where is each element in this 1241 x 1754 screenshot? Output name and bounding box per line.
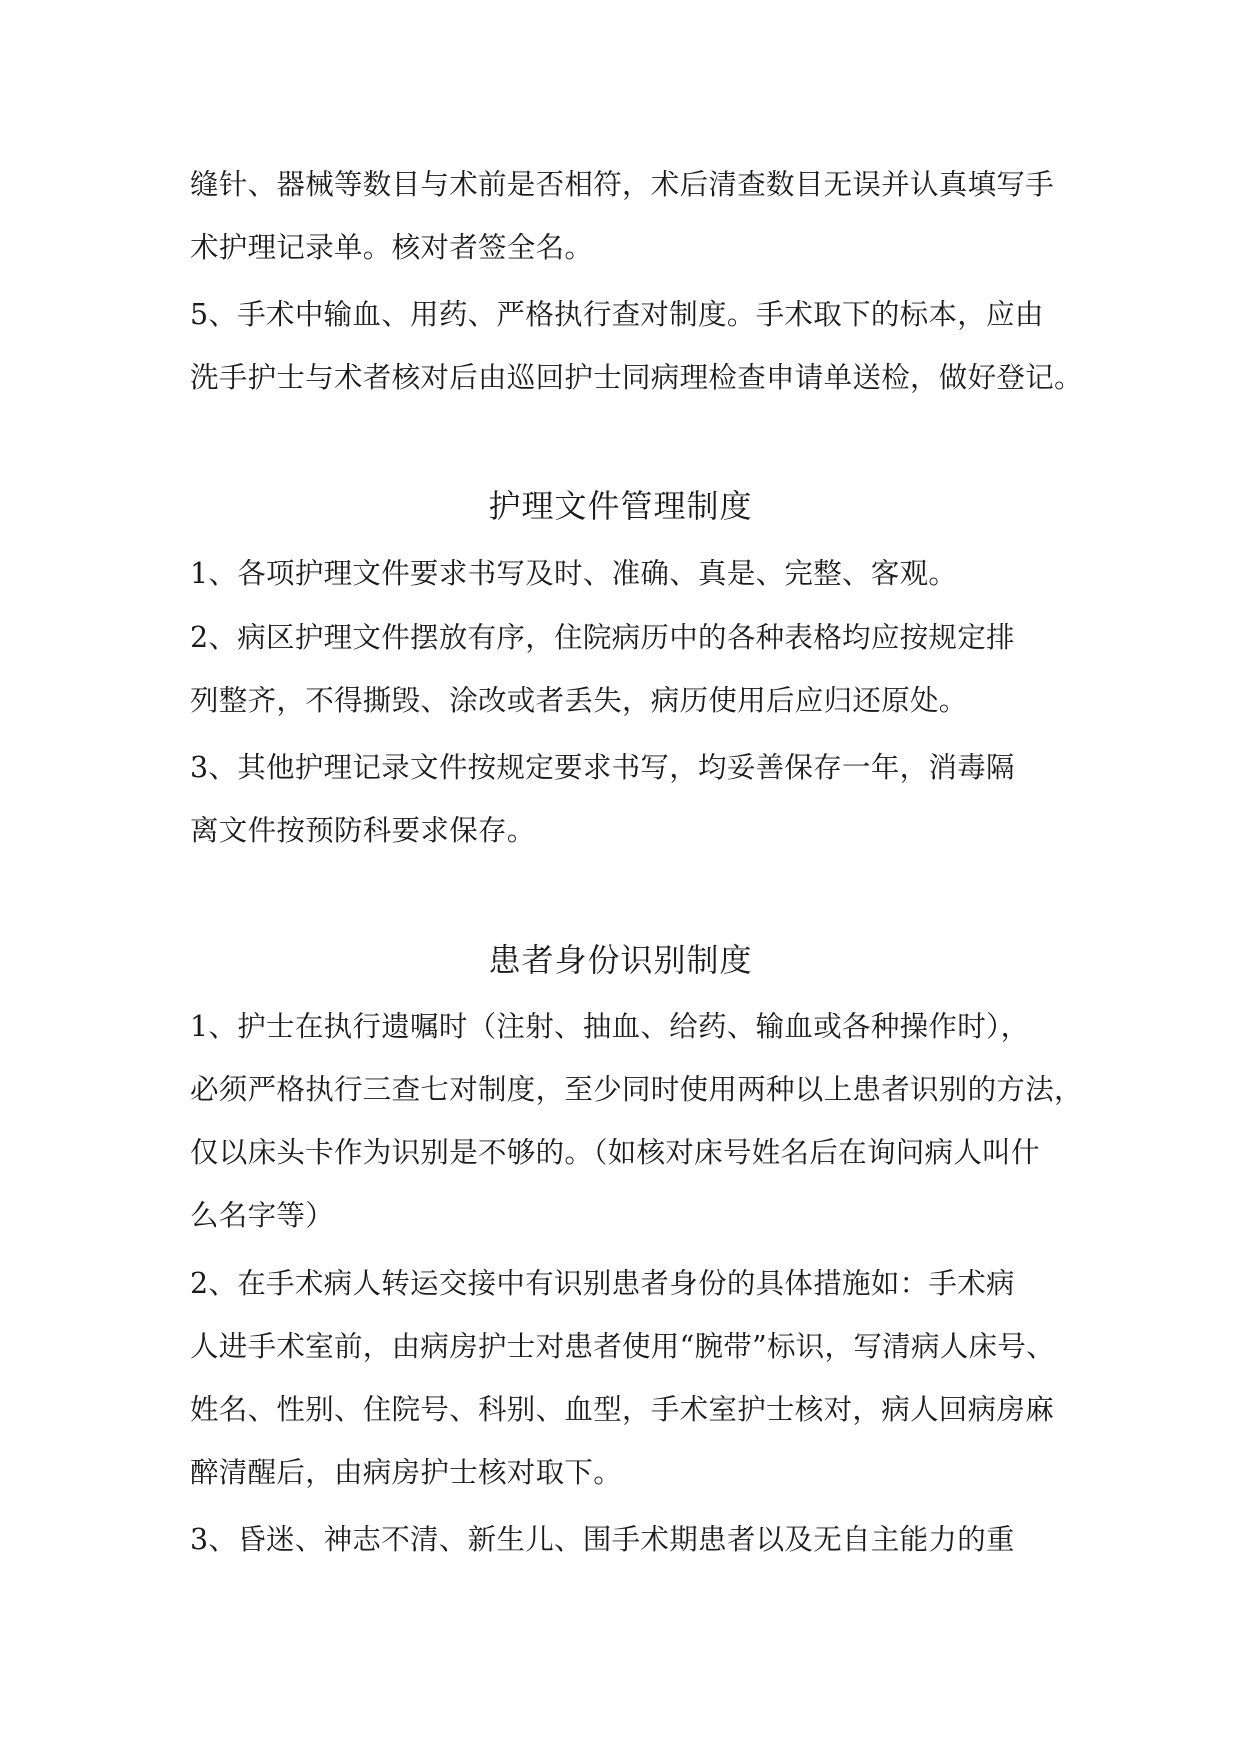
- docs-item-2-continued: 列整齐，不得撕毁、涂改或者丢失，病历使用后应归还原处。: [190, 684, 968, 717]
- paragraph-item-5: 5、手术中输血、用药、严格执行查对制度。手术取下的标本，应由: [190, 298, 1044, 331]
- identity-item-1-continued: 么名字等）: [190, 1199, 335, 1232]
- docs-item-3: 3、其他护理记录文件按规定要求书写，均妥善保存一年，消毒隔: [190, 751, 1015, 784]
- section-title-patient-identification: 患者身份识别制度: [488, 941, 753, 979]
- identity-item-1: 1、护士在执行遗嘱时（注射、抽血、给药、输血或各种操作时），: [190, 1010, 1030, 1043]
- docs-item-1: 1、各项护理文件要求书写及时、准确、真是、完整、客观。: [190, 557, 958, 590]
- identity-item-1-continued: 仅以床头卡作为识别是不够的。（如核对床号姓名后在询问病人叫什: [190, 1136, 1040, 1169]
- identity-item-2-continued: 姓名、性别、住院号、科别、血型，手术室护士核对，病人回病房麻: [190, 1393, 1055, 1426]
- identity-item-3: 3、昏迷、神志不清、新生儿、围手术期患者以及无自主能力的重: [190, 1523, 1015, 1556]
- identity-item-2-continued: 醉清醒后，由病房护士核对取下。: [190, 1456, 623, 1489]
- continued-text-line: 缝针、器械等数目与术前是否相符，术后清查数目无误并认真填写手: [190, 168, 1055, 201]
- paragraph-item-5-continued: 洗手护士与术者核对后由巡回护士同病理检查申请单送检，做好登记。: [190, 361, 1083, 394]
- identity-item-2-continued: 人进手术室前，由病房护士对患者使用“腕带”标识，写清病人床号、: [190, 1330, 1055, 1363]
- identity-item-1-continued: 必须严格执行三查七对制度，至少同时使用两种以上患者识别的方法，: [190, 1073, 1083, 1106]
- docs-item-2: 2、病区护理文件摆放有序，住院病历中的各种表格均应按规定排: [190, 621, 1015, 654]
- section-title-nursing-documents: 护理文件管理制度: [488, 487, 753, 525]
- continued-text-line: 术护理记录单。核对者签全名。: [190, 231, 594, 264]
- docs-item-3-continued: 离文件按预防科要求保存。: [190, 814, 536, 847]
- identity-item-2: 2、在手术病人转运交接中有识别患者身份的具体措施如：手术病: [190, 1267, 1015, 1300]
